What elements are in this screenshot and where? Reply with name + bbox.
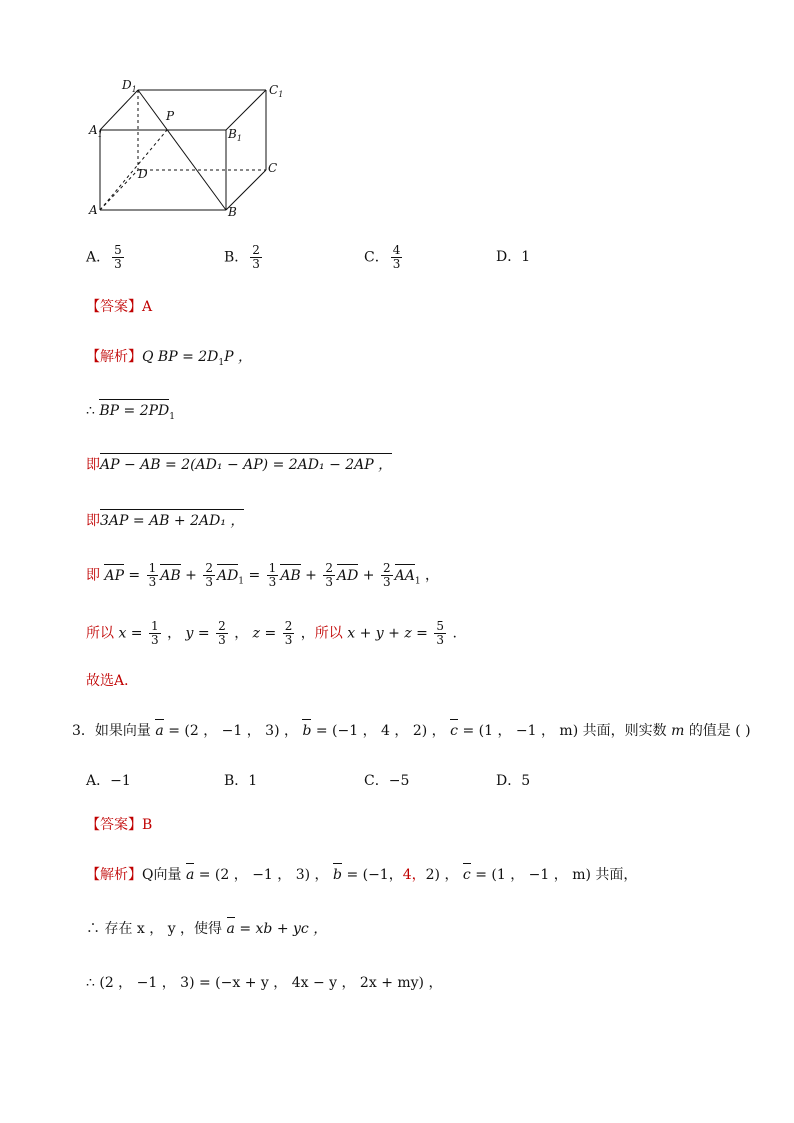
q3-option-b: B．1 <box>224 773 258 789</box>
q2-option-b: B． $\frac{2}{3}$ <box>224 243 260 271</box>
label-p: P <box>166 109 175 123</box>
q2-analysis-line-4: 即3AP = AB + 2AD₁ ， <box>86 513 245 529</box>
label-d: D <box>138 167 148 181</box>
label-d1: $D_1$ <box>122 78 137 94</box>
q2-option-d: D．1 <box>496 249 531 265</box>
q3-option-d: D．5 <box>496 773 531 789</box>
cuboid-diagram <box>86 76 296 224</box>
q3-stem: 3．如果向量 a = (2 ， −1 ， 3) ， b = (−1 ， 4 ， 2) ， c = (1 ， −1 ， m) 共面，则实数 m 的值是 ( ) <box>72 723 751 739</box>
q3-analysis-line-1: 【解析】Q向量 a = (2 ， −1 ， 3) ， b = (−1，4，2) ， c = (1 ， −1 ， m) 共面， <box>86 867 638 883</box>
q2-analysis-line-3: 即AP − AB = 2(AD₁ − AP) = 2AD₁ − 2AP ， <box>86 457 393 473</box>
cuboid-figure <box>86 76 296 224</box>
q3-option-a: A．−1 <box>86 773 131 789</box>
q2-option-c: C． $\frac{4}{3}$ <box>364 243 401 271</box>
q2-analysis-line-5: 即 AP = $\frac{1}{3}$ AB + $\frac{2}{3}$ $AD_1$ = $\frac{1}{3}$ AB + $\frac{2}{3}$ AD + $\frac{2}{3}$ $AA_1$ ， <box>86 561 440 589</box>
q3-answer: 【答案】B <box>86 817 153 833</box>
q2-analysis-conclusion: 故选A． <box>86 673 139 689</box>
label-a: A <box>89 203 98 217</box>
label-c1: $C_1$ <box>269 83 284 99</box>
q2-analysis-line-6: 所以 x = $\frac{1}{3}$ ， y = $\frac{2}{3}$ ， z = $\frac{2}{3}$ ，所以 x + y + z = $\frac{5}{3}$ . <box>86 619 457 647</box>
label-a1: $A_1$ <box>89 123 103 139</box>
label-b: B <box>228 205 237 219</box>
q2-analysis-line-2: ∴ BP = $2PD_1$ <box>86 403 175 422</box>
q2-analysis-line-1: 【解析】Q BP = $2D_1P$ ， <box>86 349 253 368</box>
q3-analysis-line-3: ∴ (2 ， −1 ， 3) = (−x + y ， 4x − y ， 2x + my) ， <box>86 975 443 991</box>
label-b1: $B_1$ <box>228 127 242 143</box>
q2-option-a: A． $\frac{5}{3}$ <box>86 243 122 271</box>
q3-option-c: C．−5 <box>364 773 410 789</box>
label-c: C <box>268 161 278 175</box>
q2-answer: 【答案】A <box>86 299 153 315</box>
q3-analysis-line-2: ∴ 存在 x ， y ，使得 a = xb + yc ， <box>86 921 328 937</box>
